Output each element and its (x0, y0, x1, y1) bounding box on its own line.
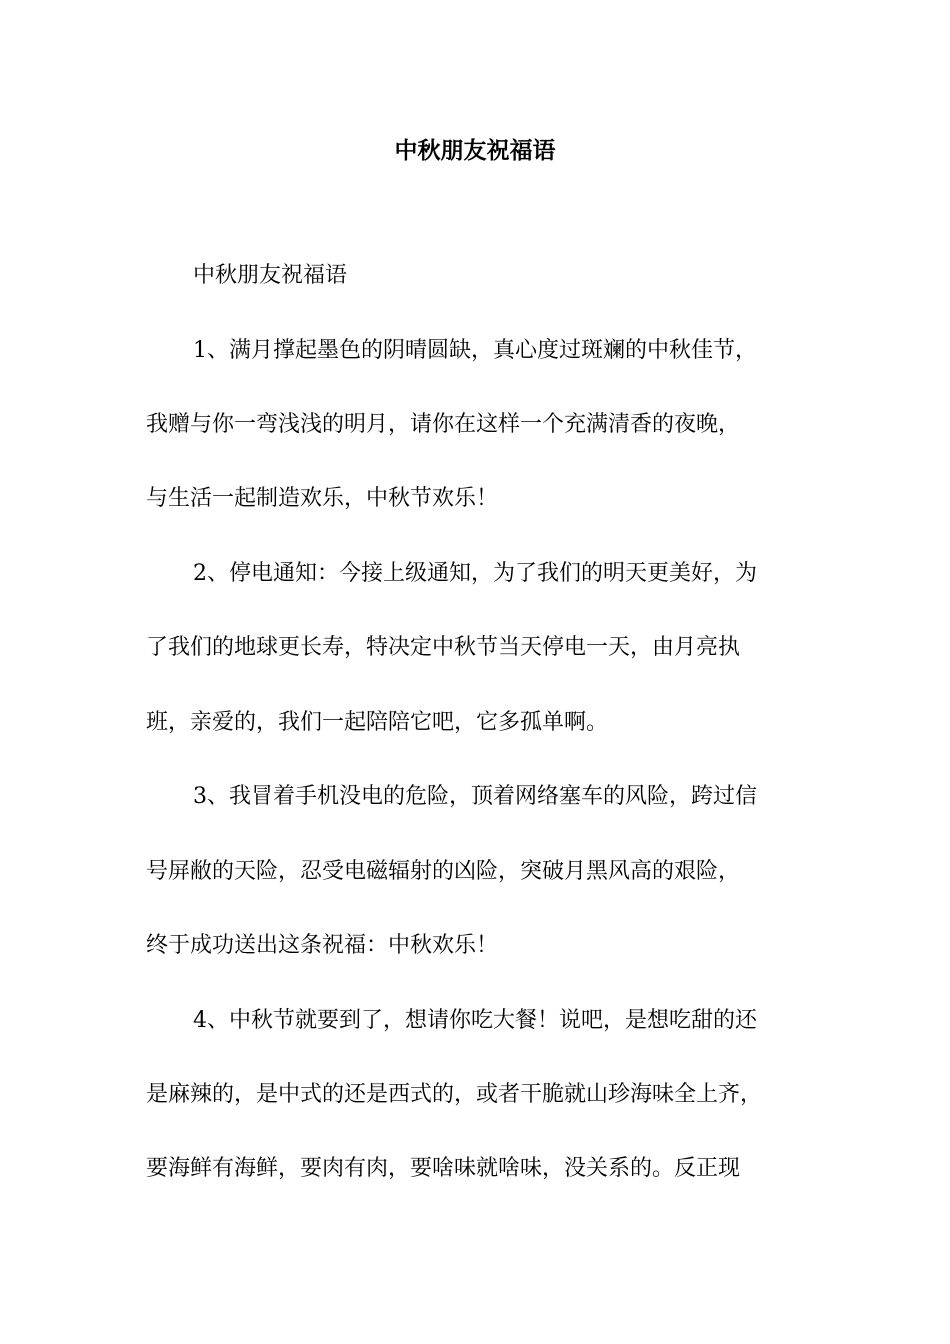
paragraph-2-line-2: 了我们的地球更长寿，特决定中秋节当天停电一天，由月亮执 (146, 635, 741, 660)
document-title: 中秋朋友祝福语 (394, 137, 556, 164)
paragraph-3-line-1: 3、我冒着手机没电的危险，顶着网络塞车的风险，跨过信 (193, 784, 757, 809)
paragraph-3-line-3: 终于成功送出这条祝福：中秋欢乐！ (146, 933, 499, 958)
paragraph-4-line-3: 要海鲜有海鲜，要肉有肉，要啥味就啥味，没关系的。反正现 (146, 1156, 741, 1181)
paragraph-2-line-3: 班，亲爱的，我们一起陪陪它吧，它多孤单啊。 (146, 710, 609, 735)
paragraph-4-line-2: 是麻辣的，是中式的还是西式的，或者干脆就山珍海味全上齐， (146, 1082, 763, 1107)
document-subtitle: 中秋朋友祝福语 (193, 263, 348, 288)
paragraph-1-line-2: 我赠与你一弯浅浅的明月，请你在这样一个充满清香的夜晚， (146, 412, 741, 437)
paragraph-1-line-1: 1、满月撑起墨色的阴晴圆缺，真心度过斑斓的中秋佳节， (193, 338, 757, 363)
paragraph-2-line-1: 2、停电通知：今接上级通知，为了我们的明天更美好，为 (193, 561, 757, 586)
paragraph-4-line-1: 4、中秋节就要到了，想请你吃大餐！说吧，是想吃甜的还 (193, 1008, 757, 1033)
paragraph-3-line-2: 号屏敝的天险，忍受电磁辐射的凶险，突破月黑风高的艰险， (146, 859, 741, 884)
paragraph-1-line-3: 与生活一起制造欢乐，中秋节欢乐！ (146, 486, 499, 511)
